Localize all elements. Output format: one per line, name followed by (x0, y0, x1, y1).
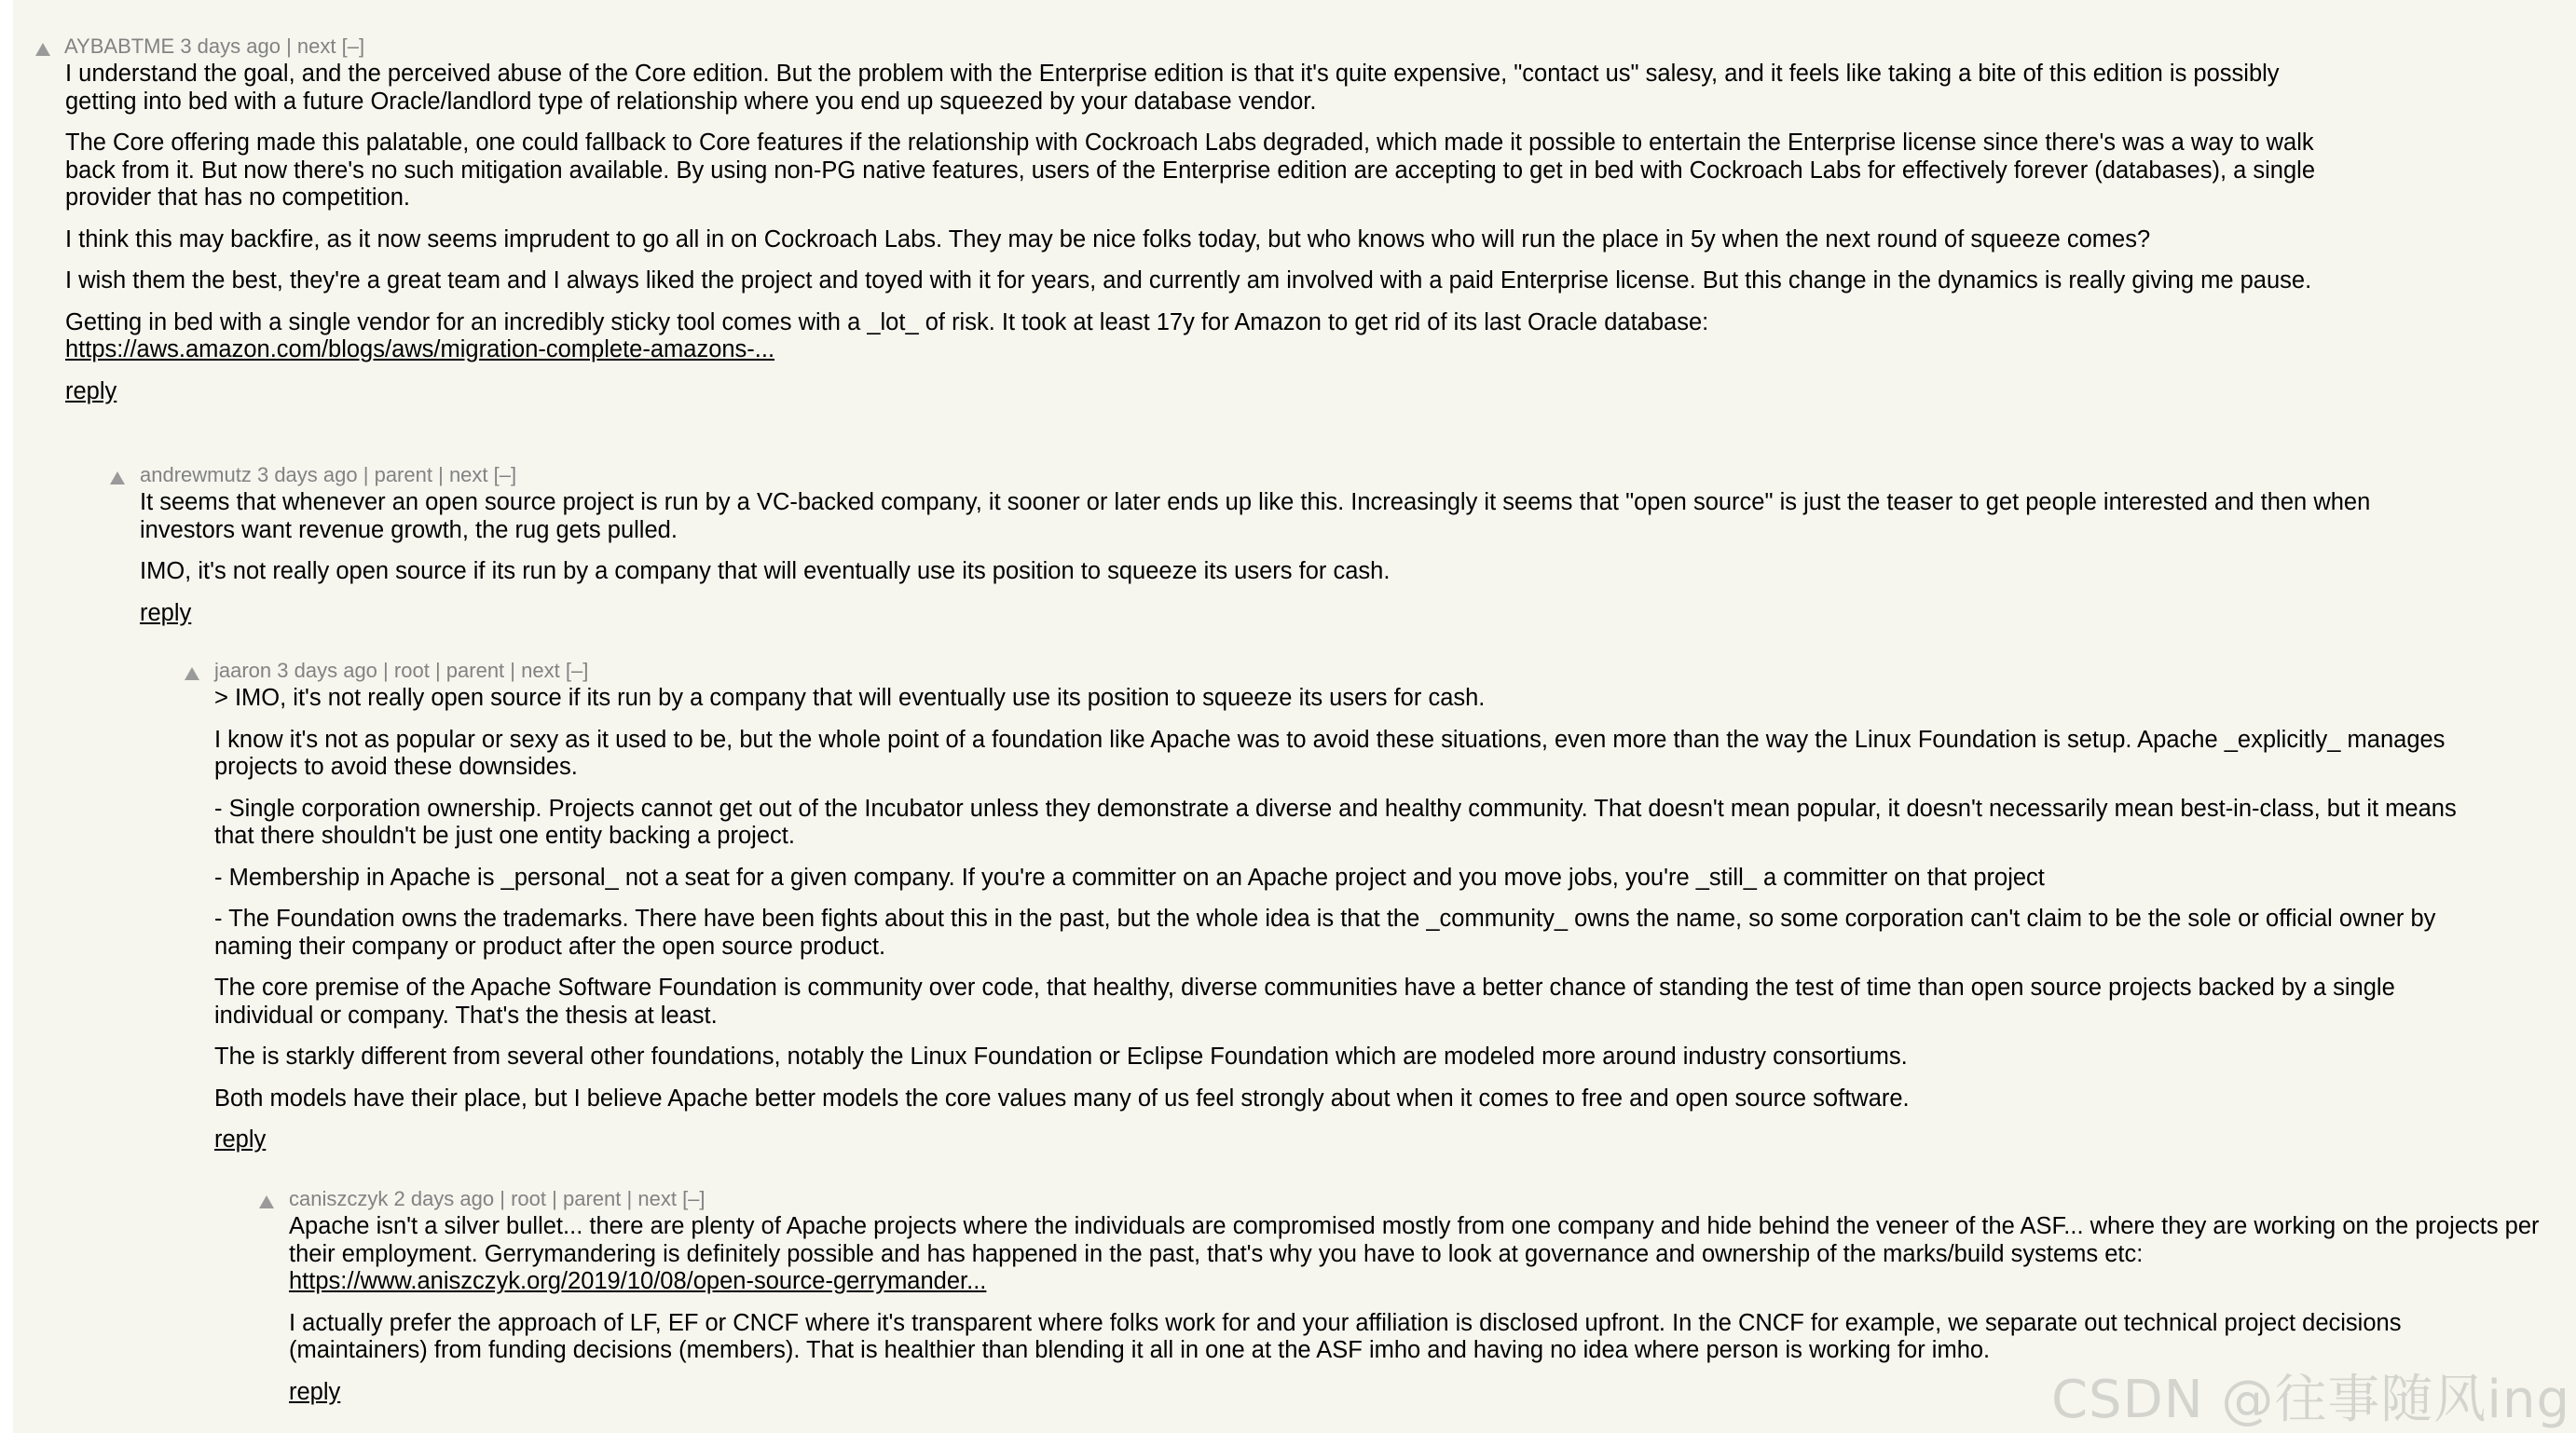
separator: | (510, 659, 516, 682)
comment-paragraph: > IMO, it's not really open source if its run by a company that will eventually use its position to squeeze its users for cash. (214, 685, 1486, 711)
comment-paragraph: I actually prefer the approach of LF, EF or CNCF where it's transparent where folks work for and your affiliation is disclosed upfront. In the CNCF for example, we separate out technical project decisions (maintainers) from funding decisions (members). That is healthier than blending it all in one at the ASF imho and having no idea where person is working for imho. (289, 1309, 2402, 1363)
upvote-icon[interactable] (35, 43, 50, 56)
collapse-toggle[interactable]: [–] (493, 463, 517, 486)
comment-paragraph: The core premise of the Apache Software Foundation is community over code, that healthy, diverse communities have a better chance of standing the test of time than open source projects backed by a single individual or company. That's the thesis at least. (214, 975, 2395, 1029)
comment-header (237, 1184, 2567, 1214)
root-link[interactable]: root (511, 1187, 547, 1210)
external-link[interactable]: https://www.aniszczyk.org/2019/10/08/open-source-gerrymander... (289, 1268, 987, 1294)
comment-paragraph: Both models have their place, but I believe Apache better models the core values many of us feel strongly about when it comes to free and open source software. (214, 1085, 1910, 1112)
separator: | (383, 659, 389, 682)
comment-header (13, 32, 2567, 61)
comment-user[interactable]: caniszczyk (289, 1187, 389, 1210)
comment-age[interactable]: 3 days ago (256, 463, 358, 486)
reply-link[interactable]: reply (65, 377, 117, 404)
reply-link[interactable]: reply (289, 1378, 341, 1405)
comment-paragraph: - Membership in Apache is _personal_ not a seat for a given company. If you're a committer on an Apache project and you move jobs, you're _still_ a committer on that project (214, 864, 2045, 891)
comment-paragraph-text: Apache isn't a silver bullet... there are plenty of Apache projects where the individuals are compromised mostly from one company and hide behind the veneer of the ASF... where they are working on the projects per their employment. Gerrymandering is definitely possible and has happened in the past, that's why you have to look at governance and ownership of the marks/build systems etc: (289, 1213, 2540, 1267)
collapse-toggle[interactable]: [–] (341, 34, 365, 58)
parent-link[interactable]: parent (562, 1187, 622, 1210)
comment-age[interactable]: 3 days ago (277, 659, 377, 682)
comment-paragraph: I know it's not as popular or sexy as it used to be, but the whole point of a foundation like Apache was to avoid these situations, even more than the way the Linux Foundation is setup. Apache _explicitly_ manages projects to avoid these downsides. (214, 726, 2446, 780)
comment-paragraph: IMO, it's not really open source if its run by a company that will eventually use its position to squeeze its users for cash. (140, 558, 1391, 584)
separator: | (286, 34, 292, 58)
comment-text (65, 61, 2339, 405)
comment-page (13, 0, 2576, 1433)
reply-link[interactable]: reply (214, 1126, 267, 1153)
comment-paragraph: - Single corporation ownership. Projects cannot get out of the Incubator unless they demonstrate a diverse and healthy community. That doesn't mean popular, it doesn't necessarily mean best-in-class, but it means that there shouldn't be just one entity backing a project. (214, 795, 2457, 849)
reply-link[interactable]: reply (140, 599, 192, 626)
comment-paragraph: I think this may backfire, as it now seems imprudent to go all in on Cockroach Labs. They may be nice folks today, but who knows who will run the place in 5y when the next round of squeeze comes? (65, 225, 2151, 252)
separator: | (434, 659, 441, 682)
comment-paragraph: I wish them the best, they're a great team and I always liked the project and toyed with it for years, and currently am involved with a paid Enterprise license. But this change in the dynamics is really giving me pause. (65, 267, 2312, 293)
comment-header (88, 460, 2567, 490)
parent-link[interactable]: parent (445, 659, 505, 682)
comment-text (140, 489, 2414, 627)
comment-andrewmutz (88, 460, 2567, 627)
separator: | (363, 463, 369, 486)
comment-paragraph: I understand the goal, and the perceived abuse of the Core edition. But the problem with the Enterprise edition is that it's quite expensive, "contact us" salesy, and it feels like taking a bite of this edition is possibly getting into bed with a future Oracle/landlord type of relationship where you end up squeezed by your database vendor. (65, 61, 2280, 115)
comment-paragraph (65, 309, 2339, 364)
comment-user[interactable]: AYBABTME (64, 34, 175, 58)
comment-jaaron (162, 656, 2567, 1154)
upvote-icon[interactable] (259, 1195, 274, 1208)
comment-paragraph: The is starkly different from several other foundations, notably the Linux Foundation or Eclipse Foundation which are modeled more around industry consortiums. (214, 1044, 1908, 1070)
comment-age[interactable]: 2 days ago (393, 1187, 495, 1210)
separator: | (438, 463, 444, 486)
comment-user[interactable]: jaaron (214, 659, 272, 682)
comment-age[interactable]: 3 days ago (180, 34, 281, 58)
next-link[interactable]: next (637, 1187, 677, 1210)
comment-header (162, 656, 2567, 686)
root-link[interactable]: root (393, 659, 430, 682)
comment-paragraph: - The Foundation owns the trademarks. There have been fights about this in the past, but the whole idea is that the _community_ owns the name, so some corporation can't claim to be the sole or official owner by naming their company or product after the open source product. (214, 906, 2436, 960)
watermark: CSDN @往事随风ing (2050, 1370, 2570, 1430)
comment-user[interactable]: andrewmutz (140, 463, 252, 486)
next-link[interactable]: next (448, 463, 488, 486)
comment-text (214, 685, 2488, 1154)
upvote-icon[interactable] (185, 667, 199, 680)
comment-paragraph-text: Getting in bed with a single vendor for an incredibly sticky tool comes with a _lot_ of risk. It took at least 17y for Amazon to get rid of its last Oracle database: (65, 308, 1709, 335)
collapse-toggle[interactable]: [–] (565, 659, 589, 682)
separator: | (500, 1187, 505, 1210)
comment-paragraph: It seems that whenever an open source project is run by a VC-backed company, it sooner or later ends up like this. Increasingly it seems that "open source" is just the teaser to get people interested and then when investors want revenue growth, the rug gets pulled. (140, 489, 2371, 543)
separator: | (626, 1187, 633, 1210)
comment-paragraph: The Core offering made this palatable, one could fallback to Core features if the relationship with Cockroach Labs degraded, which made it possible to entertain the Enterprise license since there's was a way to walk back from it. But now there's no such mitigation available. By using non-PG native features, users of the Enterprise edition are accepting to get in bed with Cockroach Labs for effectively forever (databases), a single provider that has no competition. (65, 130, 2316, 211)
next-link[interactable]: next (521, 659, 560, 682)
external-link[interactable]: https://aws.amazon.com/blogs/aws/migration-complete-amazons-... (65, 336, 775, 362)
upvote-icon[interactable] (110, 471, 125, 484)
parent-link[interactable]: parent (374, 463, 432, 486)
next-link[interactable]: next (296, 34, 336, 58)
separator: | (552, 1187, 557, 1210)
comment-aybabtme (13, 32, 2567, 405)
collapse-toggle[interactable]: [–] (682, 1187, 706, 1210)
comment-paragraph (289, 1213, 2544, 1296)
